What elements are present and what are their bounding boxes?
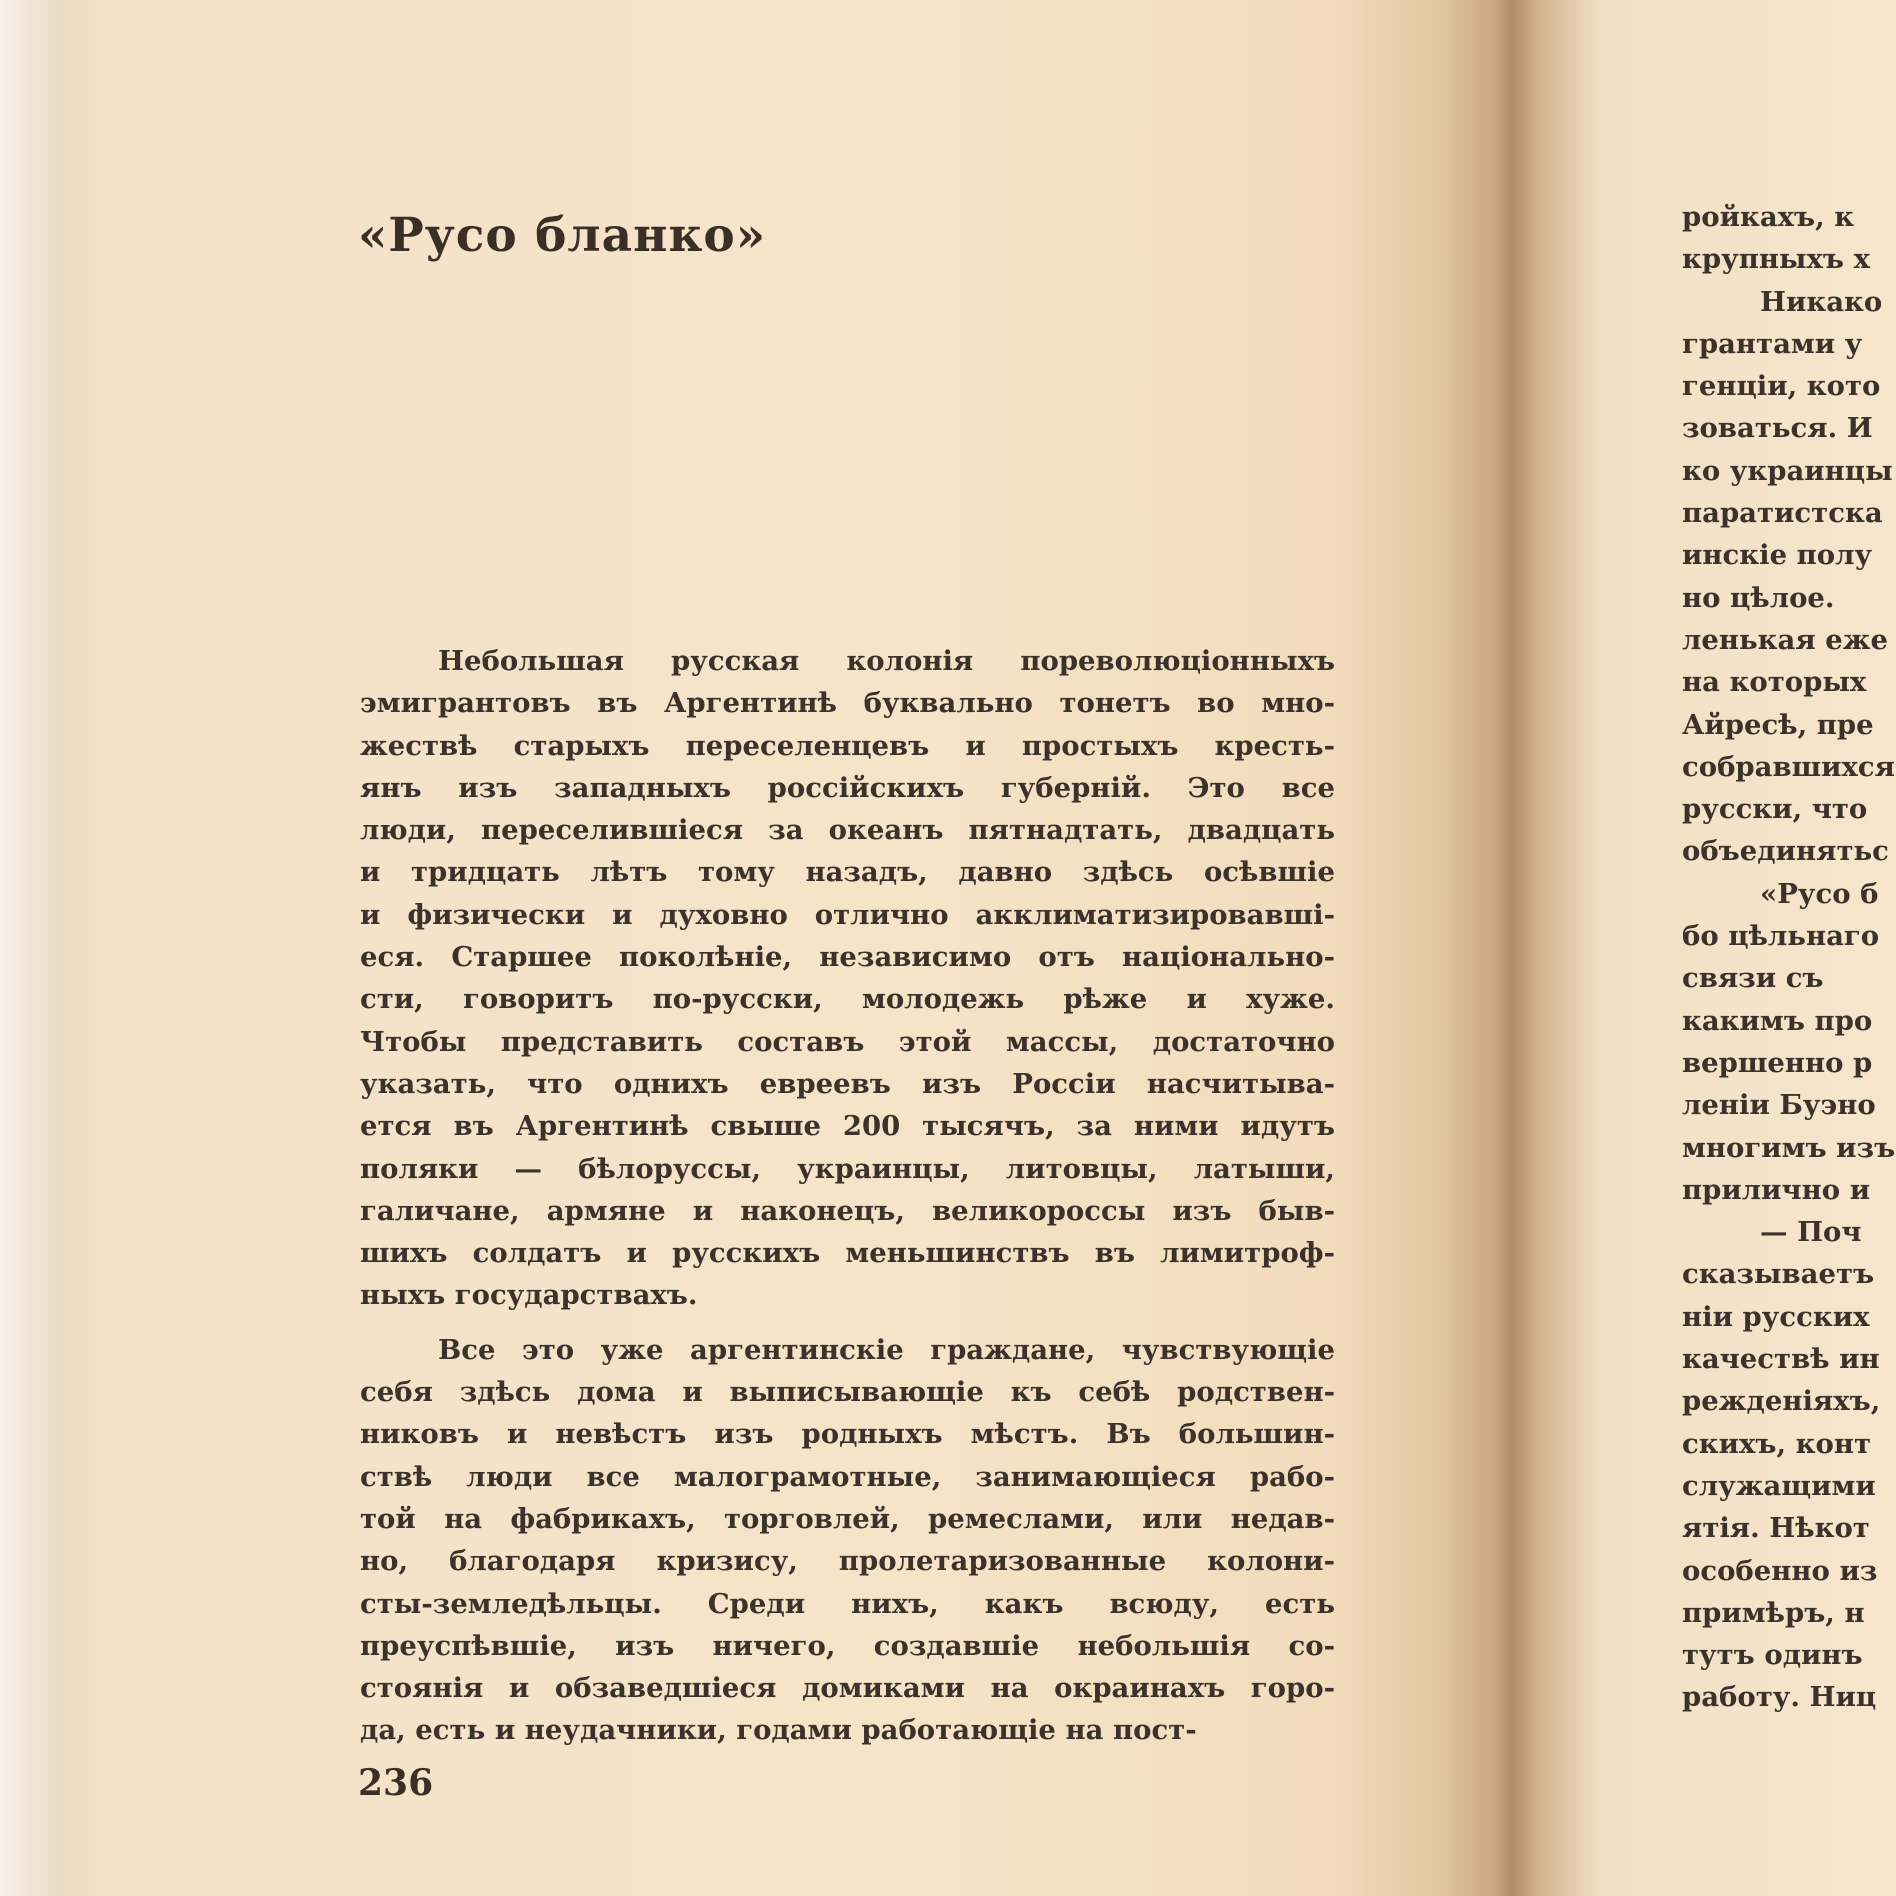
text-line: янъ изъ западныхъ россійскихъ губерній. Это все: [360, 771, 1335, 804]
right-page-text: [1682, 196, 1895, 1719]
right-text-line: многимъ изъ: [1682, 1131, 1896, 1164]
text-line: Чтобы представить составъ этой массы, достаточно: [360, 1025, 1335, 1058]
text-line: сти, говоритъ по-русски, молодежь рѣже и хуже.: [360, 983, 1335, 1016]
right-text-line: леніи Буэно: [1682, 1089, 1876, 1122]
right-text-line: примѣръ, н: [1682, 1596, 1865, 1629]
right-text-line: крупныхъ х: [1682, 243, 1870, 276]
right-text-line: скихъ, конт: [1682, 1427, 1872, 1460]
right-text-line: служащими: [1682, 1469, 1876, 1502]
right-text-line: объединятьс: [1682, 835, 1889, 868]
right-text-line: грантами у: [1682, 327, 1863, 360]
right-text-line: связи съ: [1682, 962, 1824, 995]
right-text-line: сказываетъ: [1682, 1258, 1875, 1291]
right-text-line: ніи русских: [1682, 1300, 1870, 1333]
right-text-line: прилично и: [1682, 1173, 1871, 1206]
right-text-line: качествѣ ин: [1682, 1343, 1880, 1376]
right-text-line: ятія. Нѣкот: [1682, 1512, 1870, 1545]
right-page: [1682, 0, 1896, 1896]
right-text-line: инскіе полу: [1682, 539, 1873, 572]
right-text-line: русски, что: [1682, 793, 1868, 826]
right-text-line: генціи, кото: [1682, 370, 1881, 403]
right-text-line: тутъ одинъ: [1682, 1639, 1863, 1672]
right-text-line: работу. Ниц: [1682, 1681, 1877, 1714]
text-line: эмигрантовъ въ Аргентинѣ буквально тонетъ во мно-: [360, 687, 1335, 720]
text-line: да, есть и неудачники, годами работающіе на пост-: [360, 1714, 1197, 1747]
right-text-line: «Русо б: [1760, 877, 1879, 910]
text-line: преуспѣвшіе, изъ ничего, создавшіе небольшія со-: [360, 1629, 1335, 1662]
right-text-line: собравшихся: [1682, 750, 1895, 783]
text-line: стоянія и обзаведшіеся домиками на окраинахъ горо-: [360, 1672, 1335, 1705]
paragraph-gap: [360, 1317, 1335, 1329]
text-line: никовъ и невѣстъ изъ родныхъ мѣстъ. Въ большин-: [360, 1418, 1335, 1451]
text-line: жествѣ старыхъ переселенцевъ и простыхъ кресть-: [360, 729, 1335, 762]
text-line: и тридцать лѣтъ тому назадъ, давно здѣсь осѣвшіе: [360, 856, 1335, 889]
chapter-title: «Русо бланко»: [358, 208, 767, 263]
text-line: указать, что однихъ евреевъ изъ Россіи насчитыва-: [360, 1067, 1335, 1100]
body-text: [360, 640, 1335, 1752]
right-text-line: режденіяхъ,: [1682, 1385, 1881, 1418]
paragraph-1: [360, 640, 1335, 1317]
text-line: но, благодаря кризису, пролетаризованные колони-: [360, 1545, 1335, 1578]
text-line: той на фабрикахъ, торговлей, ремеслами, или недав-: [360, 1502, 1335, 1535]
right-text-line: какимъ про: [1682, 1004, 1873, 1037]
text-line: еся. Старшее поколѣніе, независимо отъ національно-: [360, 941, 1335, 974]
right-text-line: Никако: [1760, 285, 1883, 318]
right-text-line: особенно из: [1682, 1554, 1878, 1587]
text-line: ныхъ государствахъ.: [360, 1279, 698, 1312]
right-text-line: зоваться. И: [1682, 412, 1873, 445]
text-line: люди, переселившіеся за океанъ пятнадтать, двадцать: [360, 814, 1335, 847]
text-line: шихъ солдатъ и русскихъ меньшинствъ въ лимитроф-: [360, 1237, 1335, 1270]
text-line: галичане, армяне и наконецъ, великороссы изъ быв-: [360, 1194, 1335, 1227]
right-text-line: на которых: [1682, 666, 1867, 699]
left-page: [108, 0, 1508, 1896]
text-line: Все это уже аргентинскіе граждане, чувствующіе: [438, 1333, 1335, 1366]
right-text-line: ленькая еже: [1682, 623, 1889, 656]
text-line: ется въ Аргентинѣ свыше 200 тысячъ, за ними идутъ: [360, 1110, 1335, 1143]
text-line: поляки — бѣлоруссы, украинцы, литовцы, латыши,: [360, 1152, 1335, 1185]
right-text-line: — Поч: [1760, 1216, 1862, 1249]
right-text-line: но цѣлое.: [1682, 581, 1835, 614]
text-line: сты-земледѣльцы. Среди нихъ, какъ всюду, есть: [360, 1587, 1335, 1620]
text-line: ствѣ люди все малограмотные, занимающіеся рабо-: [360, 1460, 1335, 1493]
right-text-line: паратистска: [1682, 497, 1883, 530]
text-line: Небольшая русская колонія пореволюціонныхъ: [438, 645, 1335, 677]
paragraph-2: [360, 1329, 1335, 1752]
right-text-line: ко украинцы: [1682, 454, 1893, 487]
right-text-line: Айресѣ, пре: [1682, 708, 1874, 741]
right-text-line: бо цѣльнаго: [1682, 920, 1880, 953]
text-line: и физически и духовно отлично акклиматизировавші-: [360, 898, 1335, 931]
text-line: себя здѣсь дома и выписывающіе къ себѣ родствен-: [360, 1376, 1335, 1409]
right-text-line: вершенно р: [1682, 1046, 1873, 1079]
right-text-line: ройкахъ, к: [1682, 201, 1855, 233]
page-number: 236: [358, 1762, 434, 1804]
